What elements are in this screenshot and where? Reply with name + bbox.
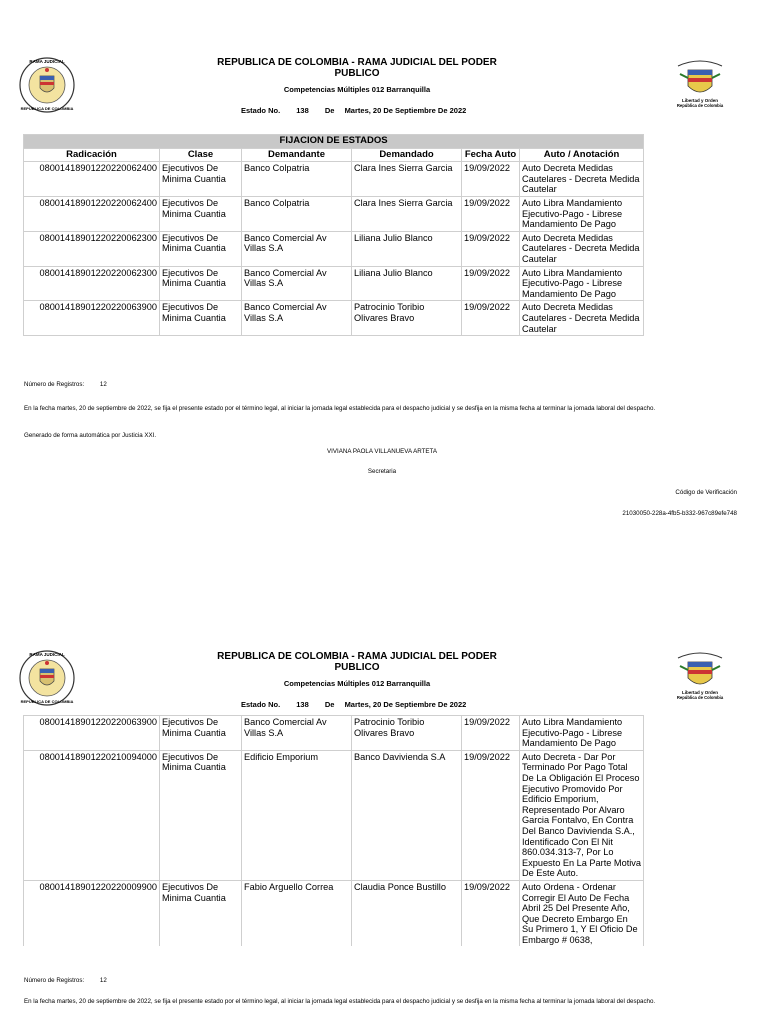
fecha-cell: 19/09/2022 <box>462 162 520 197</box>
radicacion-cell: 08001418901220220063900 <box>24 301 160 336</box>
radicacion-cell: 08001418901220220062400 <box>24 162 160 197</box>
column-header-radicacion: Radicación <box>24 148 160 162</box>
estado-date: Martes, 20 De Septiembre De 2022 <box>344 700 467 709</box>
estado-number: 138 <box>296 106 309 115</box>
fecha-cell: 19/09/2022 <box>462 880 520 946</box>
column-header-anotacion: Auto / Anotación <box>520 148 644 162</box>
column-header-fecha-auto: Fecha Auto <box>462 148 520 162</box>
auto-cell: Auto Decreta Medidas Cautelares - Decreta Medida Cautelar <box>520 231 644 266</box>
fecha-cell: 19/09/2022 <box>462 716 520 751</box>
estado-line <box>241 700 466 709</box>
column-header-demandado: Demandado <box>352 148 462 162</box>
demandante-cell: Banco Colpatria <box>242 196 352 231</box>
registros-label: Número de Registros: <box>24 381 85 388</box>
demandado-cell: Banco Davivienda S.A <box>352 750 462 880</box>
auto-cell: Auto Libra Mandamiento Ejecutivo-Pago - Librese Mandamiento De Pago <box>520 716 644 751</box>
clase-cell: Ejecutivos De Minima Cuantia <box>160 162 242 197</box>
radicacion-cell: 08001418901220220009900 <box>24 880 160 946</box>
clase-cell: Ejecutivos De Minima Cuantia <box>160 266 242 301</box>
verification-code: 21030050-228a-4fb5-b332-967c89efe748 <box>622 510 737 517</box>
estado-number: 138 <box>296 700 309 709</box>
column-header-demandante: Demandante <box>242 148 352 162</box>
radicacion-cell: 08001418901220220062400 <box>24 196 160 231</box>
registros-line <box>24 976 107 985</box>
table-banner: FIJACION DE ESTADOS <box>24 135 644 149</box>
clase-cell: Ejecutivos De Minima Cuantia <box>160 716 242 751</box>
verification-label: Código de Verificación <box>675 489 737 496</box>
rama-judicial-seal-icon <box>18 649 76 707</box>
fecha-cell: 19/09/2022 <box>462 301 520 336</box>
demandado-cell: Patrocinio Toribio Olivares Bravo <box>352 301 462 336</box>
demandado-cell: Claudia Ponce Bustillo <box>352 880 462 946</box>
radicacion-cell: 08001418901220220062300 <box>24 231 160 266</box>
column-header-clase: Clase <box>160 148 242 162</box>
clase-cell: Ejecutivos De Minima Cuantia <box>160 231 242 266</box>
clase-cell: Ejecutivos De Minima Cuantia <box>160 750 242 880</box>
fecha-cell: 19/09/2022 <box>462 196 520 231</box>
demandante-cell: Fabio Arguello Correa <box>242 880 352 946</box>
court-name: Competencias Múltiples 012 Barranquilla <box>283 85 431 94</box>
svg-text:REPUBLICA DE COLOMBIA: REPUBLICA DE COLOMBIA <box>20 699 74 704</box>
demandante-cell: Banco Comercial Av Villas S.A <box>242 266 352 301</box>
fijacion-statement: En la fecha martes, 20 de septiembre de 2022, se fija el presente estado por el término legal, al iniciar la jornada legal establecida para el despacho judicial y se desfija en la misma fecha al terminar la jornada laboral del despacho. <box>24 998 656 1005</box>
document-title: REPUBLICA DE COLOMBIA - RAMA JUDICIAL DEL PODER PUBLICO <box>217 651 497 673</box>
radicacion-cell: 08001418901220220062300 <box>24 266 160 301</box>
radicacion-cell: 08001418901220220063900 <box>24 716 160 751</box>
clase-cell: Ejecutivos De Minima Cuantia <box>160 880 242 946</box>
clase-cell: Ejecutivos De Minima Cuantia <box>160 196 242 231</box>
table-row <box>24 750 644 880</box>
demandante-cell: Edificio Emporium <box>242 750 352 880</box>
fecha-cell: 19/09/2022 <box>462 750 520 880</box>
court-name: Competencias Múltiples 012 Barranquilla <box>283 679 431 688</box>
estado-date: Martes, 20 De Septiembre De 2022 <box>344 106 467 115</box>
demandante-cell: Banco Comercial Av Villas S.A <box>242 231 352 266</box>
de-label: De <box>324 700 335 709</box>
demandado-cell: Patrocinio Toribio Olivares Bravo <box>352 716 462 751</box>
registros-label: Número de Registros: <box>24 977 85 984</box>
clase-cell: Ejecutivos De Minima Cuantia <box>160 301 242 336</box>
de-label: De <box>324 106 335 115</box>
demandado-cell: Clara Ines Sierra Garcia <box>352 162 462 197</box>
svg-text:REPUBLICA DE COLOMBIA: REPUBLICA DE COLOMBIA <box>20 106 74 111</box>
demandante-cell: Banco Colpatria <box>242 162 352 197</box>
fijacion-statement: En la fecha martes, 20 de septiembre de 2022, se fija el presente estado por el término legal, al iniciar la jornada legal establecida para el despacho judicial y se desfija en la misma fecha al terminar la jornada laboral del despacho. <box>24 405 656 412</box>
demandante-cell: Banco Comercial Av Villas S.A <box>242 301 352 336</box>
registros-count: 12 <box>99 381 107 388</box>
generated-note: Generado de forma automática por Justicia XXI. <box>24 432 157 439</box>
svg-text:Libertad y Orden: Libertad y Orden <box>681 690 719 695</box>
fijacion-table-continued <box>23 715 644 946</box>
svg-text:República de Colombia: República de Colombia <box>676 103 724 108</box>
registros-count: 12 <box>99 977 107 984</box>
colombia-coat-of-arms-icon <box>672 648 728 706</box>
table-row <box>24 716 644 751</box>
secretaria-name: VIVIANA PAOLA VILLANUEVA ARTETA <box>327 448 437 455</box>
estado-label: Estado No. <box>241 700 281 709</box>
svg-text:Libertad y Orden: Libertad y Orden <box>681 98 719 103</box>
demandado-cell: Liliana Julio Blanco <box>352 231 462 266</box>
auto-cell: Auto Decreta - Dar Por Terminado Por Pago Total De La Obligación El Proceso Ejecutivo Promovido Por Edificio Emporium, Representado Por Alvaro Garcia Fontalvo, En Contra Del Banco Davivienda S.A., Identificado Con El Nit 860.034.313-7, Por Lo Expuesto En La Parte Motiva De Este Auto. <box>520 750 644 880</box>
auto-cell: Auto Ordena - Ordenar Corregir El Auto De Fecha Abril 25 Del Presente Año, Que Decreto Embargo En Su Primero 1, Y El Oficio De Embargo # 0638, <box>520 880 644 946</box>
document-title: REPUBLICA DE COLOMBIA - RAMA JUDICIAL DEL PODER PUBLICO <box>217 57 497 79</box>
radicacion-cell: 08001418901220210094000 <box>24 750 160 880</box>
auto-cell: Auto Decreta Medidas Cautelares - Decreta Medida Cautelar <box>520 162 644 197</box>
estado-label: Estado No. <box>241 106 281 115</box>
secretaria-role: Secretaria <box>367 468 397 475</box>
fecha-cell: 19/09/2022 <box>462 266 520 301</box>
fecha-cell: 19/09/2022 <box>462 231 520 266</box>
demandado-cell: Liliana Julio Blanco <box>352 266 462 301</box>
auto-cell: Auto Libra Mandamiento Ejecutivo-Pago - Librese Mandamiento De Pago <box>520 266 644 301</box>
auto-cell: Auto Decreta Medidas Cautelares - Decreta Medida Cautelar <box>520 301 644 336</box>
table-row <box>24 880 644 946</box>
demandado-cell: Clara Ines Sierra Garcia <box>352 196 462 231</box>
svg-text:RAMA JUDICIAL: RAMA JUDICIAL <box>29 652 65 657</box>
svg-text:República de Colombia: República de Colombia <box>676 695 724 700</box>
demandante-cell: Banco Comercial Av Villas S.A <box>242 716 352 751</box>
auto-cell: Auto Libra Mandamiento Ejecutivo-Pago - Librese Mandamiento De Pago <box>520 196 644 231</box>
svg-text:RAMA JUDICIAL: RAMA JUDICIAL <box>29 59 65 64</box>
